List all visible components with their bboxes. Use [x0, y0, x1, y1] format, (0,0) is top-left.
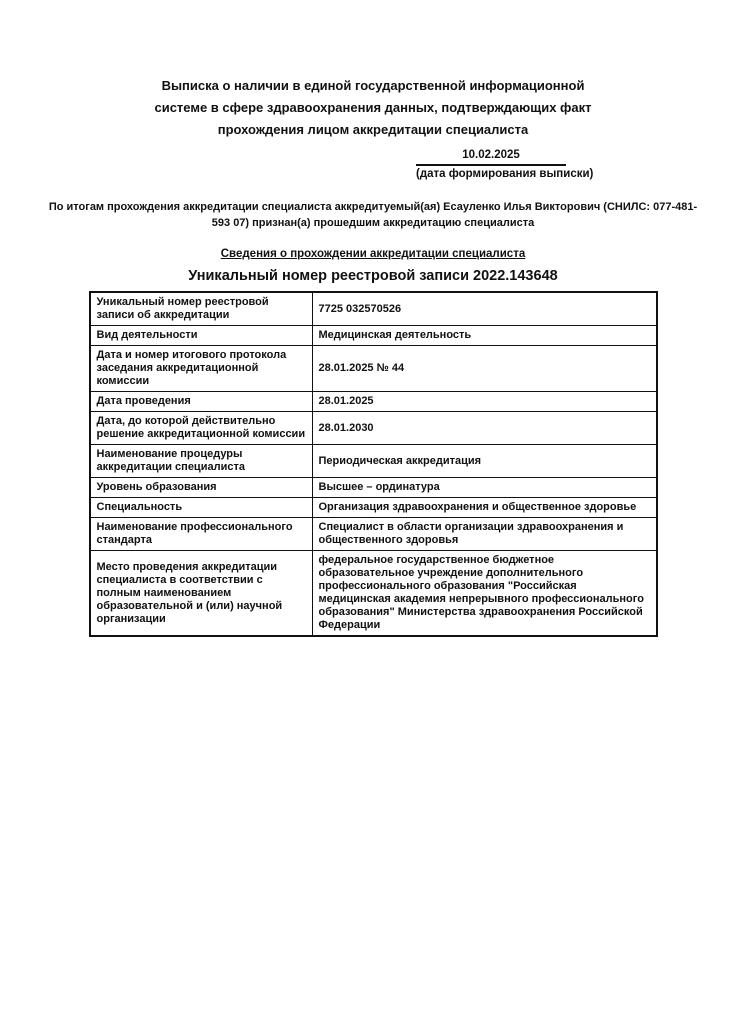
row-label: Дата проведения	[90, 392, 313, 412]
row-value: Периодическая аккредитация	[312, 445, 657, 478]
table-row	[90, 292, 657, 326]
row-value: 28.01.2030	[312, 412, 657, 445]
issue-date-block	[416, 149, 594, 181]
row-value: Медицинская деятельность	[312, 326, 657, 346]
registry-number-heading: Уникальный номер реестровой записи 2022.143648	[188, 268, 558, 284]
document-title	[0, 0, 746, 141]
accreditation-table	[89, 291, 658, 637]
row-label: Специальность	[90, 498, 313, 518]
intro-line: 593 07) признан(а) прошедшим аккредитацию специалиста	[211, 217, 535, 229]
row-value: 28.01.2025	[312, 392, 657, 412]
document-title-line: прохождения лицом аккредитации специалиста	[217, 122, 529, 137]
table-row	[90, 478, 657, 498]
row-label: Уровень образования	[90, 478, 313, 498]
table-row	[90, 412, 657, 445]
row-value: Высшее – ординатура	[312, 478, 657, 498]
issue-date: 10.02.2025	[416, 149, 566, 166]
table-row	[90, 551, 657, 637]
row-value: Специалист в области организации здравоохранения и общественного здоровья	[312, 518, 657, 551]
intro-paragraph	[0, 199, 746, 231]
row-value: федеральное государственное бюджетное образовательное учреждение дополнительного профессионального образования "Российская медицинская академия непрерывного профессионального образования" Министерства здравоохранения Российской Федерации	[312, 551, 657, 637]
section-heading: Сведения о прохождении аккредитации специалиста	[220, 248, 526, 260]
table-row	[90, 498, 657, 518]
intro-line: По итогам прохождения аккредитации специалиста аккредитуемый(ая) Есауленко Илья Викторович (СНИЛС: 077-481-	[48, 201, 698, 213]
row-label: Наименование процедуры аккредитации специалиста	[90, 445, 313, 478]
row-label: Наименование профессионального стандарта	[90, 518, 313, 551]
table-row	[90, 445, 657, 478]
table-row	[90, 326, 657, 346]
row-value: 7725 032570526	[312, 292, 657, 326]
issue-date-caption: (дата формирования выписки)	[416, 168, 594, 180]
row-label: Вид деятельности	[90, 326, 313, 346]
row-value: 28.01.2025 № 44	[312, 346, 657, 392]
document-title-line: Выписка о наличии в единой государственной информационной	[161, 78, 585, 93]
row-value: Организация здравоохранения и общественное здоровье	[312, 498, 657, 518]
document-title-line: системе в сфере здравоохранения данных, подтверждающих факт	[154, 100, 592, 115]
table-row	[90, 518, 657, 551]
row-label: Дата, до которой действительно решение аккредитационной комиссии	[90, 412, 313, 445]
table-row	[90, 392, 657, 412]
row-label: Дата и номер итогового протокола заседания аккредитационной комиссии	[90, 346, 313, 392]
row-label: Уникальный номер реестровой записи об аккредитации	[90, 292, 313, 326]
table-row	[90, 346, 657, 392]
row-label: Место проведения аккредитации специалиста в соответствии с полным наименованием образовательной и (или) научной организации	[90, 551, 313, 637]
